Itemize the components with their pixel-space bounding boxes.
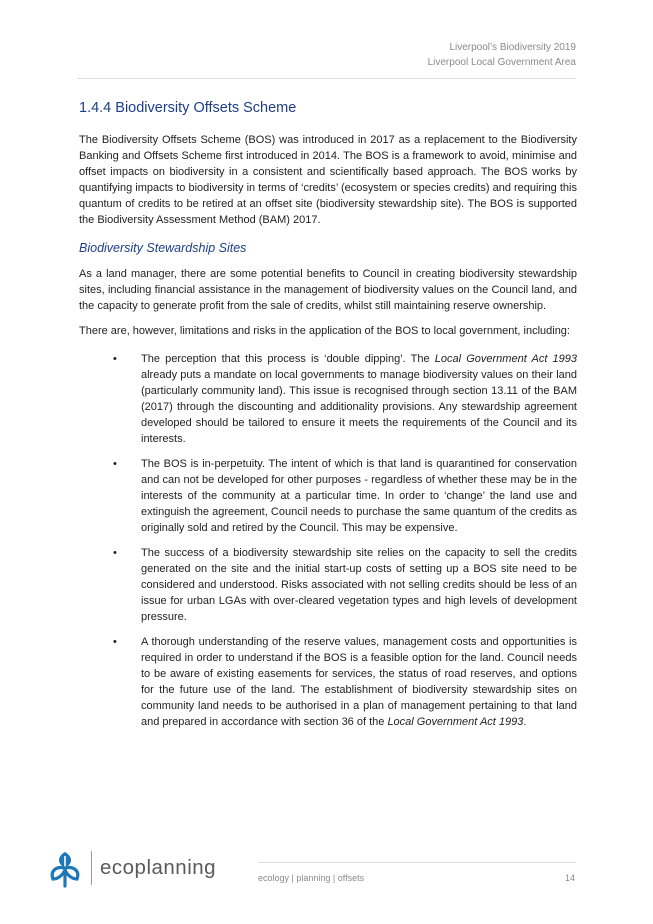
footer-divider xyxy=(258,862,576,863)
bullet-text: . xyxy=(523,716,527,728)
bullet-icon: • xyxy=(113,547,117,559)
bullet-text: The BOS is in-perpetuity. The intent of which is that land is quarantined for conservation and can not be developed for other purposes - regardless of whether these may be in the interests of the community at a particular time. In order to ‘change’ the land use and extinguish the agreement, Council needs to purchase the same quantum of the credits as originally sold and retired by the Council. This may be expensive. xyxy=(141,458,577,534)
subsection-heading: Biodiversity Stewardship Sites xyxy=(79,241,247,255)
act-citation: Local Government Act 1993 xyxy=(434,353,577,365)
section-paragraph: The Biodiversity Offsets Scheme (BOS) was introduced in 2017 as a replacement to the Biodiversity Banking and Offsets Scheme first introduced in 2014. The BOS is a framework to avoid, minimise and offset impacts on biodiversity in a consistent and scientifically based approach. The BOS works by quantifying impacts to biodiversity in terms of ‘credits’ (ecosystem or species credits) and requiring this quantum of credits to be retired at an offset site (biodiversity stewardship site). The BOS is supported the Biodiversity Assessment Method (BAM) 2017. xyxy=(79,134,577,226)
main-content xyxy=(79,98,577,739)
list-item xyxy=(79,351,577,447)
bullet-icon: • xyxy=(113,458,117,470)
footer-tagline: ecology | planning | offsets xyxy=(258,873,365,883)
logo-wordmark: ecoplanning xyxy=(100,856,217,879)
bullet-text: A thorough understanding of the reserve values, management costs and opportunities is required in order to understand if the BOS is a feasible option for the land. Council needs to be aware of existing easements for services, the status of road reserves, and options for the future use of the land. The establishment of biodiversity stewardship sites on community land needs to be authorised in a plan of management pertaining to that land and prepared in accordance with section 36 of the xyxy=(141,636,577,728)
report-subtitle: Liverpool Local Government Area xyxy=(427,57,576,68)
logo-divider xyxy=(91,851,92,885)
list-item xyxy=(79,545,577,625)
bullet-text: already puts a mandate on local governments to manage biodiversity values on their land (particularly community land). This issue is recognised through section 13.11 of the BAM (2017) through the discounting and additionality provisions. Any stewardship agreement developed should be tailored to ensure it meets the requirements of the Council and its interests. xyxy=(141,369,577,445)
ecoplanning-logo xyxy=(46,847,216,889)
bullet-text: The success of a biodiversity stewardship site relies on the capacity to sell the credits generated on the site and the initial start-up costs of setting up a BOS site need to be considered and understood. Risks associated with not selling credits should be less of an issue for urban LGAs with over-cleared vegetation types and high levels of development pressure. xyxy=(141,547,577,623)
section-heading: 1.4.4 Biodiversity Offsets Scheme xyxy=(79,100,297,116)
subsection-paragraph-1: As a land manager, there are some potential benefits to Council in creating biodiversity stewardship sites, including financial assistance in the management of biodiversity values on the Council land, and the capacity to generate profit from the sale of credits, whilst still maintaining reserve ownership. xyxy=(79,268,577,312)
page-number: 14 xyxy=(564,873,575,883)
report-title: Liverpool’s Biodiversity 2019 xyxy=(449,42,576,53)
leaf-logo-icon xyxy=(46,848,84,888)
bullet-icon: • xyxy=(113,636,117,648)
risk-list xyxy=(79,351,577,730)
list-item xyxy=(79,456,577,536)
header-divider xyxy=(77,78,576,79)
subsection-paragraph-2: There are, however, limitations and risks in the application of the BOS to local government, including: xyxy=(79,325,570,337)
bullet-text: The perception that this process is ‘double dipping’. The xyxy=(141,353,435,365)
list-item xyxy=(79,634,577,730)
bullet-icon: • xyxy=(113,353,117,365)
act-citation: Local Government Act 1993 xyxy=(387,716,524,728)
page-header xyxy=(428,40,576,70)
